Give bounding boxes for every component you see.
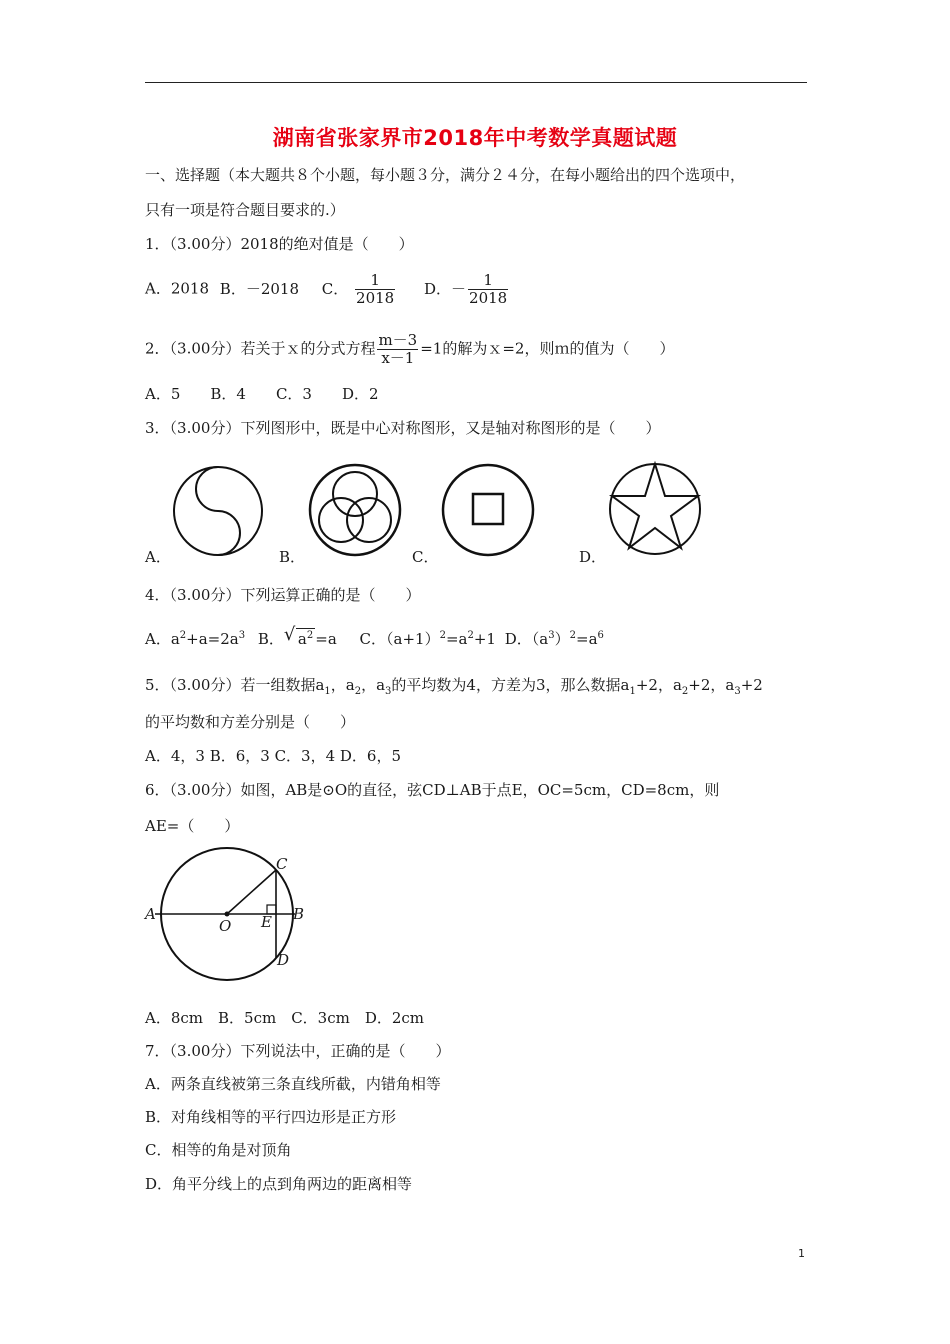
q1-options [145,272,510,307]
point-d-label: D [277,951,290,969]
point-e-label: E [261,913,272,931]
q2-stem: 2．（3.00分）若关于ｘ的分式方程 $\frac{m-3}{x-1}$ =1的解为ｘ=2，则ｍ的值为（ ） [145,331,675,367]
q3-label-a: A． [145,548,171,566]
circle-geometry-diagram [145,840,315,990]
document-title: 湖南省张家界市2018年中考数学真题试题 [272,126,678,150]
q5-options: A．4，3 B．6，3 C．3，4 D．6，5 [145,747,402,765]
q3-stem: 3．（3.00分）下列图形中，既是中心对称图形，又是轴对称图形的是（ ） [145,419,661,437]
q7-option-a: A．两条直线被第三条直线所截，内错角相等 [145,1075,441,1093]
point-c-label: C [276,855,288,873]
yin-yang-figure [170,465,266,557]
sqrt-expression: √ $a^2$ [283,624,314,648]
star-in-circle-figure [604,458,706,560]
point-b-label: B [293,905,305,923]
q7-option-c: C．相等的角是对顶角 [145,1141,292,1159]
coin-square-figure [438,460,538,560]
q1-option-d-prefix: D．－ [424,279,467,298]
q7-option-d: D．角平分线上的点到角两边的距离相等 [145,1175,413,1193]
q5-stem-line-2: 的平均数和方差分别是（ ） [145,713,356,731]
q6-options: A．8cm B．5cm C．3cm D．2cm [145,1009,425,1027]
q7-stem: 7．（3.00分）下列说法中，正确的是（ ） [145,1042,451,1060]
section-intro-line-2: 只有一项是符合题目要求的.） [145,201,345,219]
q3-label-d: D． [579,548,607,566]
q1-option-a: A．2018 [145,279,210,298]
q1-stem: 1．（3.00分）2018的绝对值是（ ） [145,235,414,253]
trefoil-figure [305,460,405,560]
q5-stem-line-1: 5．（3.00分）若一组数据$a_1$，$a_2$，$a_3$的平均数为4，方差为3，那么数据$a_1+2$，$a_2+2$，$a_3+2$ [145,676,763,697]
header-rule [145,82,807,83]
q3-label-c: C． [412,548,439,566]
q6-stem-line-1: 6．（3.00分）如图，AB是⊙O的直径，弦CD⊥AB于点E，OC=5cm，CD=8cm，则 [145,781,720,799]
q2-fraction: $\frac{m-3}{x-1}$ [378,331,418,367]
q6-stem-line-2: AE=（ ） [145,817,240,835]
point-a-label: A [145,905,156,923]
q7-option-b: B．对角线相等的平行四边形是正方形 [145,1108,397,1126]
q2-options: A．5 B．4 C．3 D．2 [145,385,379,403]
q1-option-b: B．－2018 [219,279,299,298]
q4-stem: 4．（3.00分）下列运算正确的是（ ） [145,586,421,604]
q3-label-b: B． [279,548,306,566]
section-intro-line-1: 一、选择题（本大题共８个小题，每小题３分，满分２４分，在每小题给出的四个选项中， [145,166,746,184]
q1-option-d-fraction: $\frac{1}{2018}$ [469,271,508,307]
q1-option-c-prefix: C． [321,279,349,298]
q4-options: A．$a^2+a=2a^3$ B． √ $a^2 =a$ C．$(a+1)^2=a^2+1$ D．$(a^3)^2=a^6$ [145,624,604,648]
q1-option-c-fraction: $\frac{1}{2018}$ [356,271,395,307]
point-o-label: O [219,917,232,935]
page-number: 1 [798,1247,805,1260]
